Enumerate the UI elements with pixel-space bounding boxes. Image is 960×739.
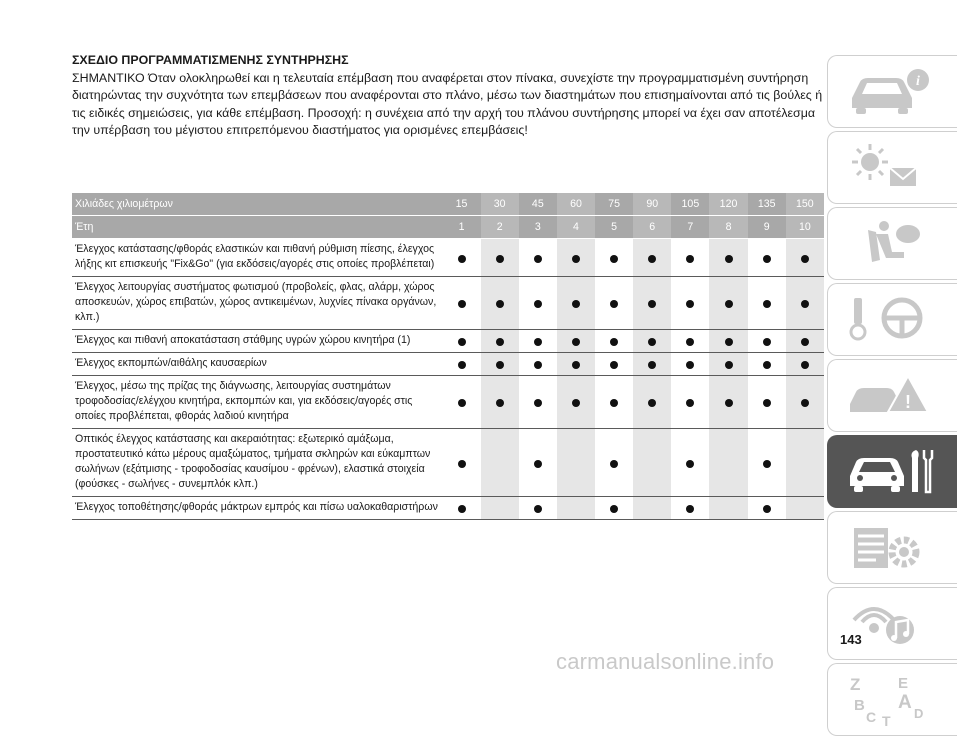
interval-cell: [557, 376, 595, 429]
year-header-cell: 6: [633, 216, 671, 239]
scheduled-dot: [496, 361, 504, 369]
interval-cell: [481, 239, 519, 277]
svg-text:i: i: [916, 74, 920, 89]
scheduled-dot: [763, 300, 771, 308]
schedule-row: [72, 277, 824, 330]
specifications-gear-icon: [846, 522, 936, 574]
interval-cell: [595, 239, 633, 277]
interval-cell: [557, 330, 595, 353]
km-header-label: Χιλιάδες χιλιομέτρων: [72, 193, 442, 216]
scheduled-dot: [458, 338, 466, 346]
scheduled-dot: [763, 255, 771, 263]
index-letter: Z: [850, 675, 861, 694]
interval-cell: [709, 429, 747, 497]
scheduled-dot: [686, 300, 694, 308]
scheduled-dot: [610, 505, 618, 513]
interval-cell: [748, 277, 786, 330]
interval-cell: [709, 277, 747, 330]
schedule-row: [72, 353, 824, 376]
tab-starting-driving[interactable]: [827, 283, 957, 356]
scheduled-dot: [458, 505, 466, 513]
scheduled-dot: [801, 361, 809, 369]
car-hazard-icon: [846, 370, 936, 422]
scheduled-dot: [610, 460, 618, 468]
interval-cell: [633, 429, 671, 497]
dashboard-warning-icon: [846, 142, 936, 194]
interval-cell: [442, 239, 480, 277]
interval-cell: [671, 353, 709, 376]
car-maintenance-icon: [846, 446, 936, 498]
scheduled-dot: [572, 338, 580, 346]
km-header-cell: 90: [633, 193, 671, 216]
interval-cell: [709, 330, 747, 353]
interval-cell: [481, 497, 519, 520]
scheduled-dot: [458, 460, 466, 468]
km-header-cell: 120: [709, 193, 747, 216]
interval-cell: [709, 497, 747, 520]
interval-cell: [633, 353, 671, 376]
index-letter: A: [898, 692, 912, 713]
tab-dashboard[interactable]: [827, 131, 957, 204]
interval-cell: [633, 330, 671, 353]
interval-cell: [557, 353, 595, 376]
year-header-cell: 8: [709, 216, 747, 239]
interval-cell: [595, 497, 633, 520]
interval-cell: [633, 277, 671, 330]
interval-cell: [442, 353, 480, 376]
maintenance-task-text: Έλεγχος τοποθέτησης/φθοράς μάκτρων εμπρός και πίσω υαλοκαθαριστήρων: [72, 497, 442, 520]
schedule-row: [72, 330, 824, 353]
scheduled-dot: [534, 338, 542, 346]
interval-cell: [519, 353, 557, 376]
interval-cell: [442, 330, 480, 353]
tab-maintenance[interactable]: [827, 435, 957, 508]
interval-cell: [481, 277, 519, 330]
interval-cell: [748, 353, 786, 376]
interval-cell: [595, 353, 633, 376]
interval-cell: [748, 497, 786, 520]
scheduled-dot: [725, 361, 733, 369]
interval-cell: [557, 497, 595, 520]
interval-cell: [748, 330, 786, 353]
year-header-cell: 1: [442, 216, 480, 239]
scheduled-dot: [458, 399, 466, 407]
scheduled-dot: [610, 399, 618, 407]
km-header-cell: 60: [557, 193, 595, 216]
scheduled-dot: [686, 361, 694, 369]
interval-cell: [748, 239, 786, 277]
scheduled-dot: [725, 338, 733, 346]
interval-cell: [633, 376, 671, 429]
maintenance-schedule-table: [72, 193, 824, 520]
interval-cell: [557, 429, 595, 497]
schedule-row: [72, 429, 824, 497]
scheduled-dot: [801, 255, 809, 263]
index-letter: B: [854, 697, 865, 714]
year-header-cell: 5: [595, 216, 633, 239]
scheduled-dot: [572, 300, 580, 308]
interval-cell: [671, 277, 709, 330]
km-header-cell: 75: [595, 193, 633, 216]
scheduled-dot: [686, 460, 694, 468]
scheduled-dot: [572, 399, 580, 407]
schedule-body: [72, 239, 824, 520]
tab-safety[interactable]: [827, 207, 957, 280]
scheduled-dot: [610, 361, 618, 369]
page-number: 143: [840, 632, 862, 647]
years-header-row: [72, 216, 824, 239]
interval-cell: [557, 277, 595, 330]
car-info-icon: [846, 66, 936, 118]
scheduled-dot: [496, 255, 504, 263]
intro-section: [72, 52, 824, 140]
interval-cell: [671, 429, 709, 497]
scheduled-dot: [686, 338, 694, 346]
scheduled-dot: [725, 300, 733, 308]
interval-cell: [519, 429, 557, 497]
scheduled-dot: [648, 361, 656, 369]
scheduled-dot: [801, 300, 809, 308]
km-header-cell: 150: [786, 193, 824, 216]
index-letter: C: [866, 709, 877, 725]
scheduled-dot: [610, 300, 618, 308]
scheduled-dot: [458, 300, 466, 308]
km-header-cell: 45: [519, 193, 557, 216]
interval-cell: [557, 239, 595, 277]
schedule-row: [72, 239, 824, 277]
interval-cell: [786, 277, 824, 330]
km-header-row: [72, 193, 824, 216]
interval-cell: [786, 497, 824, 520]
tab-specifications[interactable]: [827, 511, 957, 584]
interval-cell: [442, 497, 480, 520]
scheduled-dot: [725, 399, 733, 407]
km-header-cell: 30: [481, 193, 519, 216]
interval-cell: [633, 239, 671, 277]
scheduled-dot: [458, 255, 466, 263]
interval-cell: [442, 277, 480, 330]
tab-multimedia[interactable]: [827, 587, 957, 660]
index-letter: D: [914, 706, 924, 721]
scheduled-dot: [496, 338, 504, 346]
scheduled-dot: [534, 361, 542, 369]
scheduled-dot: [763, 399, 771, 407]
scheduled-dot: [496, 300, 504, 308]
scheduled-dot: [763, 460, 771, 468]
interval-cell: [748, 429, 786, 497]
interval-cell: [481, 353, 519, 376]
interval-cell: [481, 429, 519, 497]
scheduled-dot: [648, 338, 656, 346]
interval-cell: [671, 239, 709, 277]
important-label: ΣΗΜΑΝΤΙΚΟ: [72, 70, 145, 85]
interval-cell: [519, 376, 557, 429]
index-letter: E: [898, 675, 909, 692]
scheduled-dot: [572, 361, 580, 369]
scheduled-dot: [686, 255, 694, 263]
interval-cell: [519, 239, 557, 277]
year-header-cell: 4: [557, 216, 595, 239]
interval-cell: [709, 353, 747, 376]
schedule-row: [72, 376, 824, 429]
scheduled-dot: [534, 505, 542, 513]
year-header-cell: 9: [748, 216, 786, 239]
tab-index[interactable]: [827, 663, 957, 736]
interval-cell: [519, 277, 557, 330]
interval-cell: [519, 330, 557, 353]
interval-cell: [748, 376, 786, 429]
section-heading: ΣΧΕΔΙΟ ΠΡΟΓΡΑΜΜΑΤΙΣΜΕΝΗΣ ΣΥΝΤΗΡΗΣΗΣ: [72, 53, 349, 67]
scheduled-dot: [648, 300, 656, 308]
scheduled-dot: [610, 338, 618, 346]
interval-cell: [671, 330, 709, 353]
interval-cell: [595, 429, 633, 497]
schedule-row: [72, 497, 824, 520]
maintenance-task-text: Έλεγχος κατάστασης/φθοράς ελαστικών και πιθανή ρύθμιση πίεσης, έλεγχος λήξης κιτ επισκευής "Fix&Go" (για εκδόσεις/αγορές στις οποίες προβλέπεται): [72, 239, 442, 277]
year-header-cell: 3: [519, 216, 557, 239]
year-header-cell: 7: [671, 216, 709, 239]
tab-car-info[interactable]: [827, 55, 957, 128]
watermark: carmanualsonline.info: [556, 649, 775, 674]
maintenance-task-text: Έλεγχος, μέσω της πρίζας της διάγνωσης, λειτουργίας συστημάτων τροφοδοσίας/ελέγχου κινητήρα, εκπομπών και, για εκδόσεις/αγορές στις οποίες προβλέπεται, φθοράς λαδιού κινητήρα: [72, 376, 442, 429]
maintenance-task-text: Οπτικός έλεγχος κατάστασης και ακεραιότητας: εξωτερικό αμάξωμα, προστατευτικό κάτω μέρους αμαξώματος, τμήματα σκληρών και εύκαμπτων σωλήνων (εξάτμισης - τροφοδοσίας καυσίμου - φρένων), ελαστικά στοιχεία (φούσκες - σωλήνες - συνεμπλόκ κλπ.): [72, 429, 442, 497]
interval-cell: [786, 239, 824, 277]
scheduled-dot: [534, 460, 542, 468]
scheduled-dot: [648, 255, 656, 263]
scheduled-dot: [610, 255, 618, 263]
maintenance-task-text: Έλεγχος και πιθανή αποκατάσταση στάθμης υγρών χώρου κινητήρα (1): [72, 330, 442, 353]
scheduled-dot: [534, 399, 542, 407]
interval-cell: [595, 277, 633, 330]
interval-cell: [442, 429, 480, 497]
year-header-cell: 2: [481, 216, 519, 239]
scheduled-dot: [763, 505, 771, 513]
km-header-cell: 105: [671, 193, 709, 216]
interval-cell: [786, 330, 824, 353]
scheduled-dot: [763, 361, 771, 369]
airbag-seat-icon: [846, 218, 936, 270]
interval-cell: [481, 330, 519, 353]
km-header-cell: 15: [442, 193, 480, 216]
interval-cell: [519, 497, 557, 520]
interval-cell: [442, 376, 480, 429]
scheduled-dot: [648, 399, 656, 407]
svg-text:!: !: [905, 392, 911, 412]
interval-cell: [595, 330, 633, 353]
scheduled-dot: [686, 505, 694, 513]
interval-cell: [481, 376, 519, 429]
index-letter: T: [882, 713, 891, 726]
scheduled-dot: [572, 255, 580, 263]
interval-cell: [709, 239, 747, 277]
key-steering-wheel-icon: [846, 294, 936, 346]
maintenance-task-text: Έλεγχος λειτουργίας συστήματος φωτισμού (προβολείς, φλας, αλάρμ, χώρος αποσκευών, χώρος επιβατών, χώρος αντικειμένων, λυχνίες πίνακα οργάνων, κλπ.): [72, 277, 442, 330]
scheduled-dot: [801, 338, 809, 346]
interval-cell: [633, 497, 671, 520]
interval-cell: [671, 497, 709, 520]
interval-cell: [786, 353, 824, 376]
maintenance-task-text: Έλεγχος εκπομπών/αιθάλης καυσαερίων: [72, 353, 442, 376]
interval-cell: [709, 376, 747, 429]
scheduled-dot: [458, 361, 466, 369]
scheduled-dot: [534, 300, 542, 308]
scheduled-dot: [801, 399, 809, 407]
year-header-cell: 10: [786, 216, 824, 239]
years-header-label: Έτη: [72, 216, 442, 239]
interval-cell: [786, 429, 824, 497]
interval-cell: [671, 376, 709, 429]
interval-cell: [786, 376, 824, 429]
interval-cell: [595, 376, 633, 429]
scheduled-dot: [496, 399, 504, 407]
scheduled-dot: [763, 338, 771, 346]
alphabetical-index-icon: [846, 674, 936, 726]
important-note-text: Όταν ολοκληρωθεί και η τελευταία επέμβαση που αναφέρεται στον πίνακα, συνεχίστε την προγραμματισμένη συντήρηση διατηρώντας την συχνότητα των επεμβάσεων που αναφέρονται στο πλάνο, μέσω των διαστημάτων που επισημαίνονται από τις βούλες ή τις ειδικές σημειώσεις, για κάθε επέμβαση. Προσοχή: η συνέχεια από την αρχή του πλάνου συντήρησης μπορεί να έχει σαν αποτέλεσμα την υπέρβαση του μέγιστου επιτρεπόμενου διαστήματος για ορισμένες επεμβάσεις!: [72, 70, 823, 137]
scheduled-dot: [725, 255, 733, 263]
tab-emergency[interactable]: [827, 359, 957, 432]
scheduled-dot: [534, 255, 542, 263]
scheduled-dot: [686, 399, 694, 407]
km-header-cell: 135: [748, 193, 786, 216]
